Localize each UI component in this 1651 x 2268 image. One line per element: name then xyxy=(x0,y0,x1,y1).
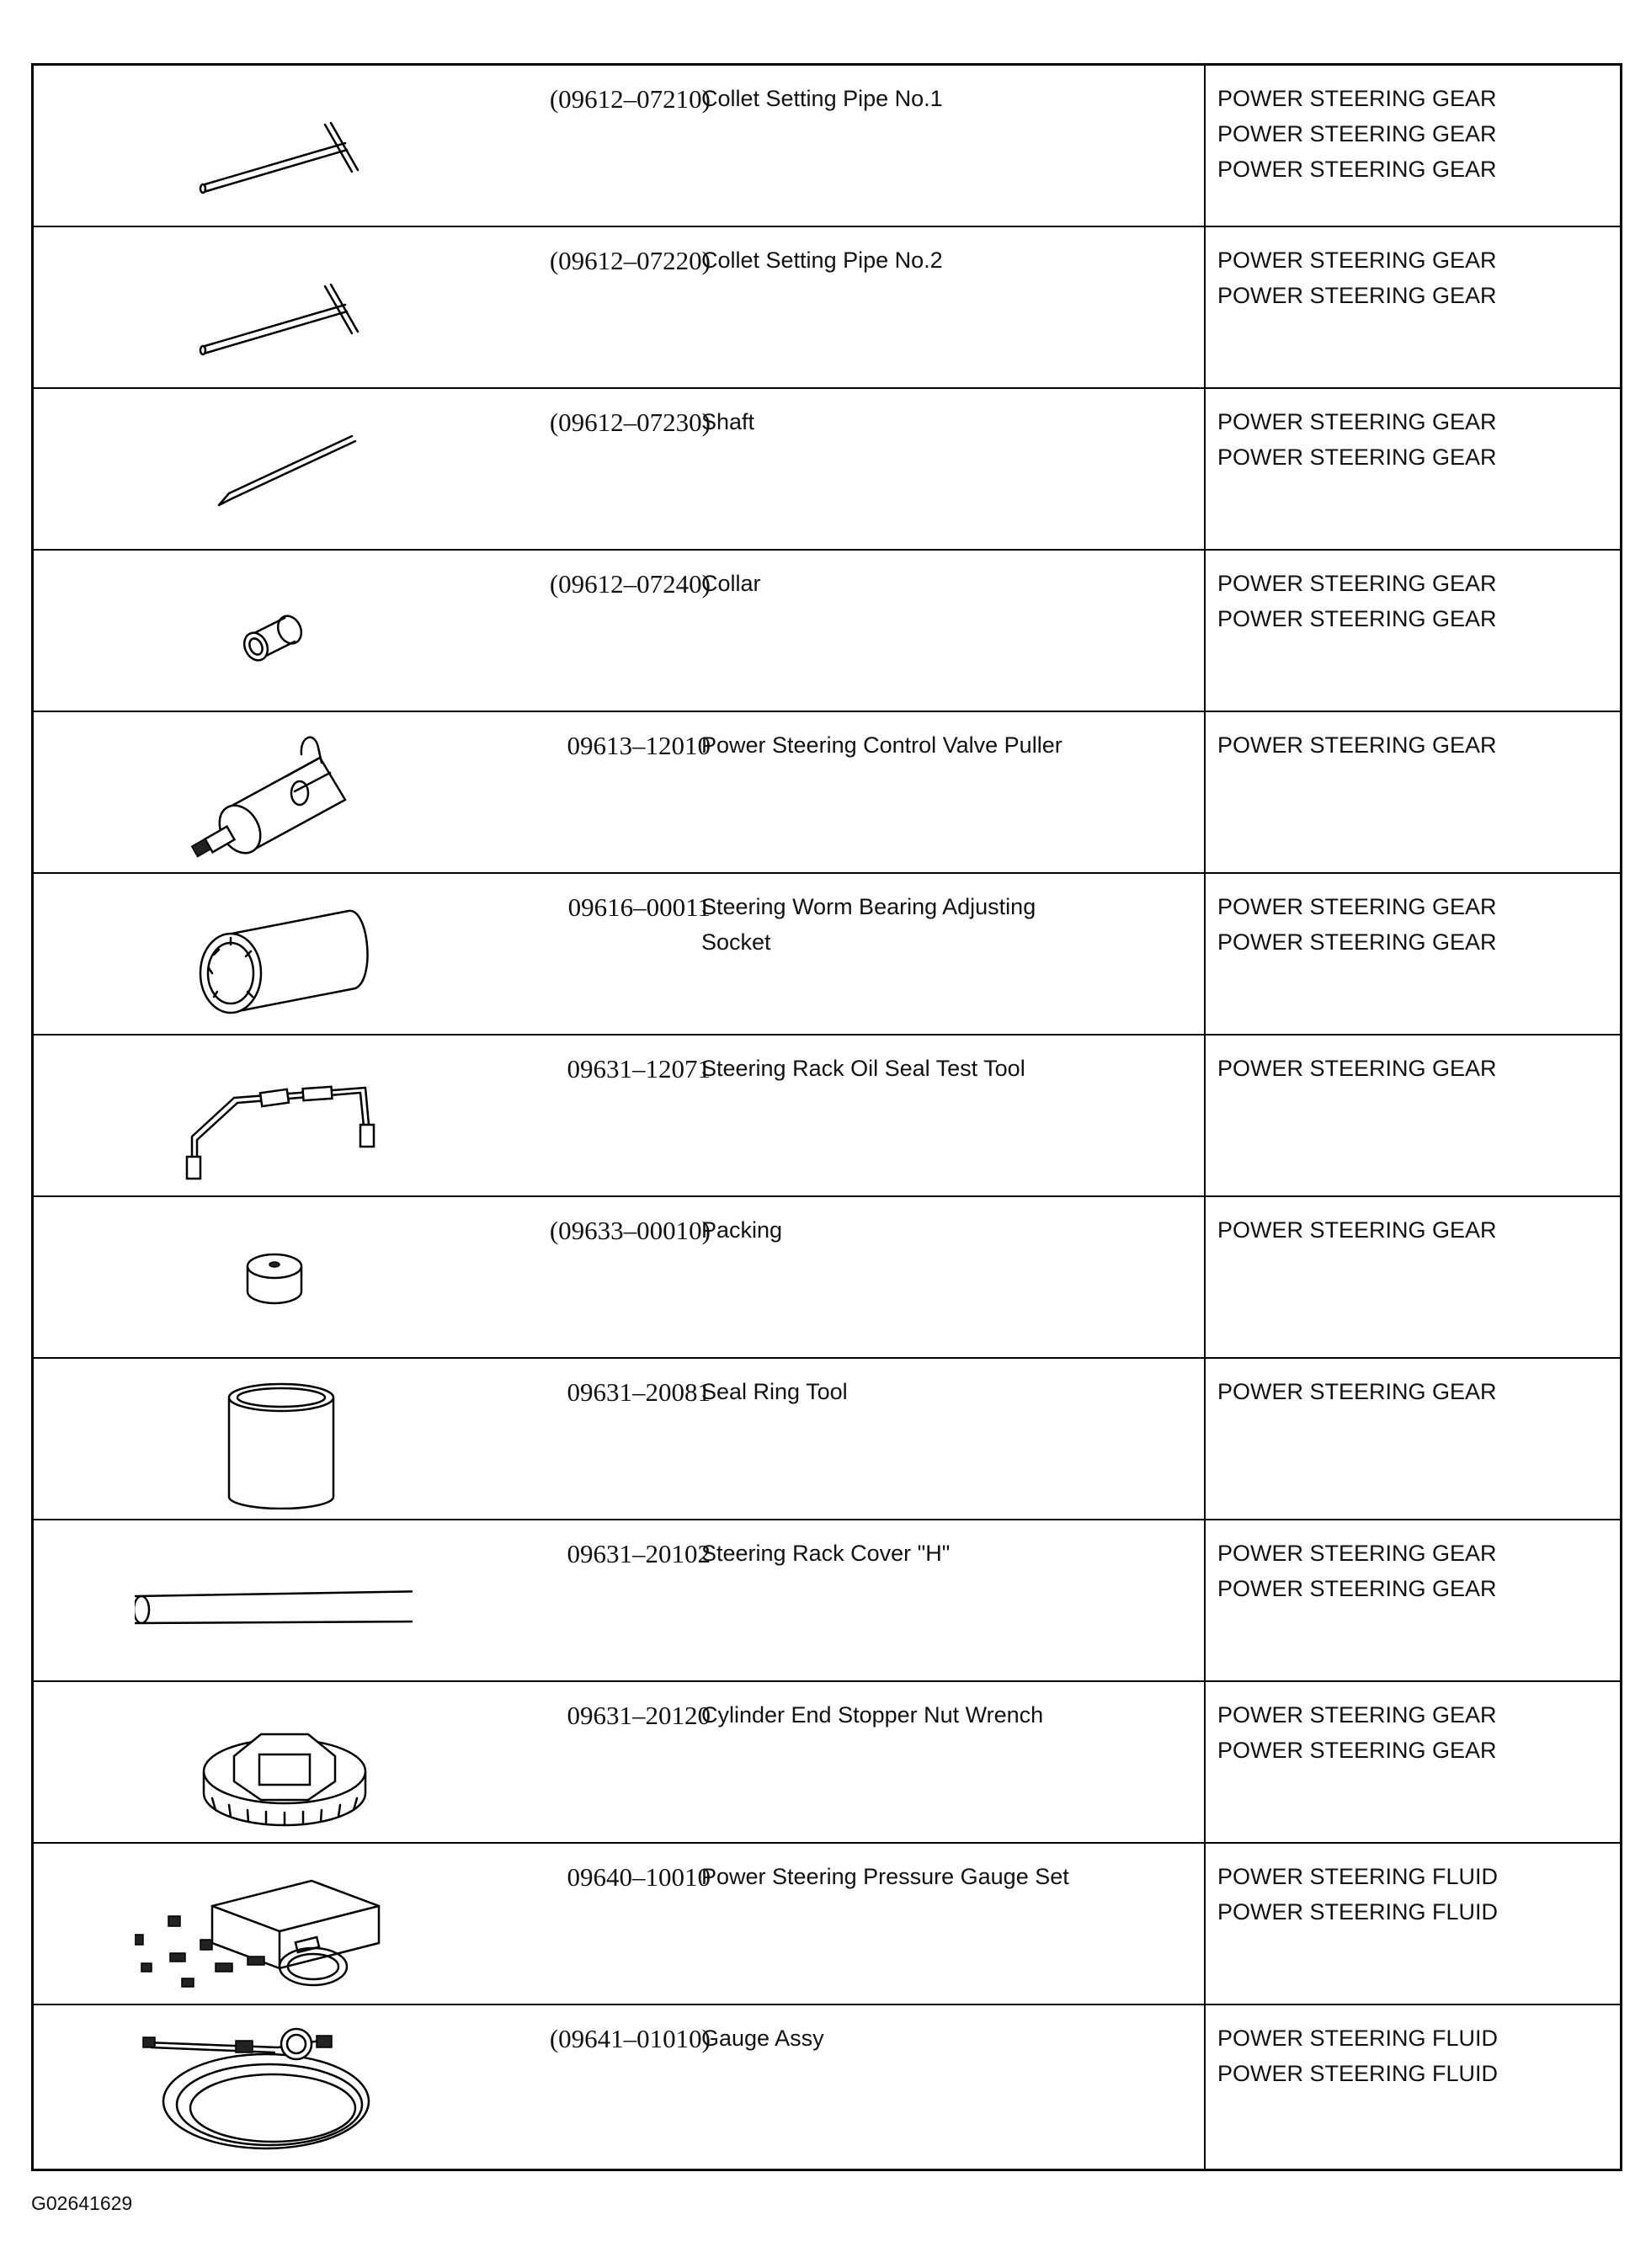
usage-list xyxy=(1217,727,1613,763)
usage-item: POWER STEERING GEAR xyxy=(1217,732,1497,758)
tool-row xyxy=(34,389,1620,551)
tool-row xyxy=(34,551,1620,712)
tool-name: Power Steering Control Valve Puller xyxy=(701,732,1062,758)
tool-row xyxy=(34,227,1620,389)
adjusting-socket-icon xyxy=(135,886,413,1025)
tool-row xyxy=(34,66,1620,227)
tool-name: Collet Setting Pipe No.2 xyxy=(701,248,943,273)
usage-item: POWER STEERING GEAR xyxy=(1217,1576,1497,1601)
part-number: (09612–07210) xyxy=(549,84,711,114)
usage-list xyxy=(1217,1374,1613,1409)
tool-name: Steering Rack Oil Seal Test Tool xyxy=(701,1056,1025,1081)
usage-item: POWER STEERING GEAR xyxy=(1217,283,1497,308)
usage-list xyxy=(1217,1859,1613,1930)
control-valve-puller-icon xyxy=(135,724,413,863)
tool-row xyxy=(34,1520,1620,1682)
usage-item: POWER STEERING FLUID xyxy=(1217,2061,1499,2086)
part-number: 09640–10010 xyxy=(567,1862,711,1892)
packing-icon xyxy=(135,1209,413,1348)
part-number: (09612–07220) xyxy=(549,246,711,275)
part-number: (09633–00010) xyxy=(549,1216,711,1245)
usage-item: POWER STEERING GEAR xyxy=(1217,1379,1497,1404)
usage-item: POWER STEERING GEAR xyxy=(1217,606,1497,631)
tool-name: Packing xyxy=(701,1217,783,1243)
tool-row xyxy=(34,874,1620,1036)
pressure-gauge-set-icon xyxy=(135,1855,413,1994)
tool-name: Power Steering Pressure Gauge Set xyxy=(701,1864,1069,1889)
seal-ring-tool-icon xyxy=(135,1371,413,1509)
usage-item: POWER STEERING GEAR xyxy=(1217,248,1497,273)
usage-item: POWER STEERING GEAR xyxy=(1217,445,1497,470)
tool-name: Collet Setting Pipe No.1 xyxy=(701,86,943,111)
usage-list xyxy=(1217,2020,1613,2091)
usage-item: POWER STEERING GEAR xyxy=(1217,121,1497,146)
tool-name: Gauge Assy xyxy=(701,2026,824,2051)
tool-name: Collar xyxy=(701,571,761,596)
gauge-assy-icon xyxy=(135,2017,413,2156)
part-number: (09612–07230) xyxy=(549,407,711,437)
stopper-nut-wrench-icon xyxy=(135,1694,413,1833)
tool-row xyxy=(34,2005,1620,2171)
part-number: 09631–20120 xyxy=(567,1701,711,1730)
usage-list xyxy=(1217,1697,1613,1768)
usage-item: POWER STEERING FLUID xyxy=(1217,1864,1499,1889)
tool-name: Steering Worm Bearing Adjusting Socket xyxy=(701,894,1036,955)
part-number: 09616–00011 xyxy=(567,892,711,922)
usage-item: POWER STEERING FLUID xyxy=(1217,2026,1499,2051)
usage-item: POWER STEERING GEAR xyxy=(1217,1541,1497,1566)
usage-item: POWER STEERING GEAR xyxy=(1217,1217,1497,1243)
usage-item: POWER STEERING GEAR xyxy=(1217,929,1497,955)
usage-item: POWER STEERING GEAR xyxy=(1217,1056,1497,1081)
oil-seal-test-tool-icon xyxy=(135,1047,413,1186)
usage-list xyxy=(1217,81,1613,187)
usage-item: POWER STEERING GEAR xyxy=(1217,1702,1497,1728)
tool-row xyxy=(34,1844,1620,2005)
shaft-icon xyxy=(135,401,413,540)
usage-list xyxy=(1217,566,1613,636)
usage-item: POWER STEERING GEAR xyxy=(1217,894,1497,919)
usage-list xyxy=(1217,242,1613,313)
usage-item: POWER STEERING GEAR xyxy=(1217,157,1497,182)
collet-setting-pipe-icon xyxy=(135,77,413,216)
usage-list xyxy=(1217,1051,1613,1086)
figure-id: G02641629 xyxy=(31,2192,133,2214)
usage-list xyxy=(1217,404,1613,475)
usage-item: POWER STEERING GEAR xyxy=(1217,86,1497,111)
usage-list xyxy=(1217,1536,1613,1606)
part-number: 09613–12010 xyxy=(567,731,711,760)
usage-list xyxy=(1217,889,1613,960)
tool-name: Steering Rack Cover "H" xyxy=(701,1541,951,1566)
part-number: 09631–12071 xyxy=(567,1054,711,1083)
tool-name: Shaft xyxy=(701,409,755,434)
special-service-tools-table xyxy=(31,63,1622,2171)
usage-item: POWER STEERING GEAR xyxy=(1217,571,1497,596)
collar-icon xyxy=(135,562,413,701)
tool-row xyxy=(34,1682,1620,1844)
tool-row xyxy=(34,1359,1620,1520)
rack-cover-icon xyxy=(135,1532,413,1671)
tool-row xyxy=(34,712,1620,874)
tool-row xyxy=(34,1197,1620,1359)
part-number: 09631–20081 xyxy=(567,1377,711,1407)
usage-item: POWER STEERING GEAR xyxy=(1217,409,1497,434)
tool-row xyxy=(34,1036,1620,1197)
usage-item: POWER STEERING FLUID xyxy=(1217,1899,1499,1925)
part-number: (09612–07240) xyxy=(549,569,711,599)
tool-name: Seal Ring Tool xyxy=(701,1379,848,1404)
part-number: 09631–20102 xyxy=(567,1539,711,1568)
usage-item: POWER STEERING GEAR xyxy=(1217,1738,1497,1763)
tool-name: Cylinder End Stopper Nut Wrench xyxy=(701,1702,1044,1728)
collet-setting-pipe-icon xyxy=(135,239,413,378)
usage-list xyxy=(1217,1212,1613,1248)
part-number: (09641–01010) xyxy=(549,2024,711,2053)
